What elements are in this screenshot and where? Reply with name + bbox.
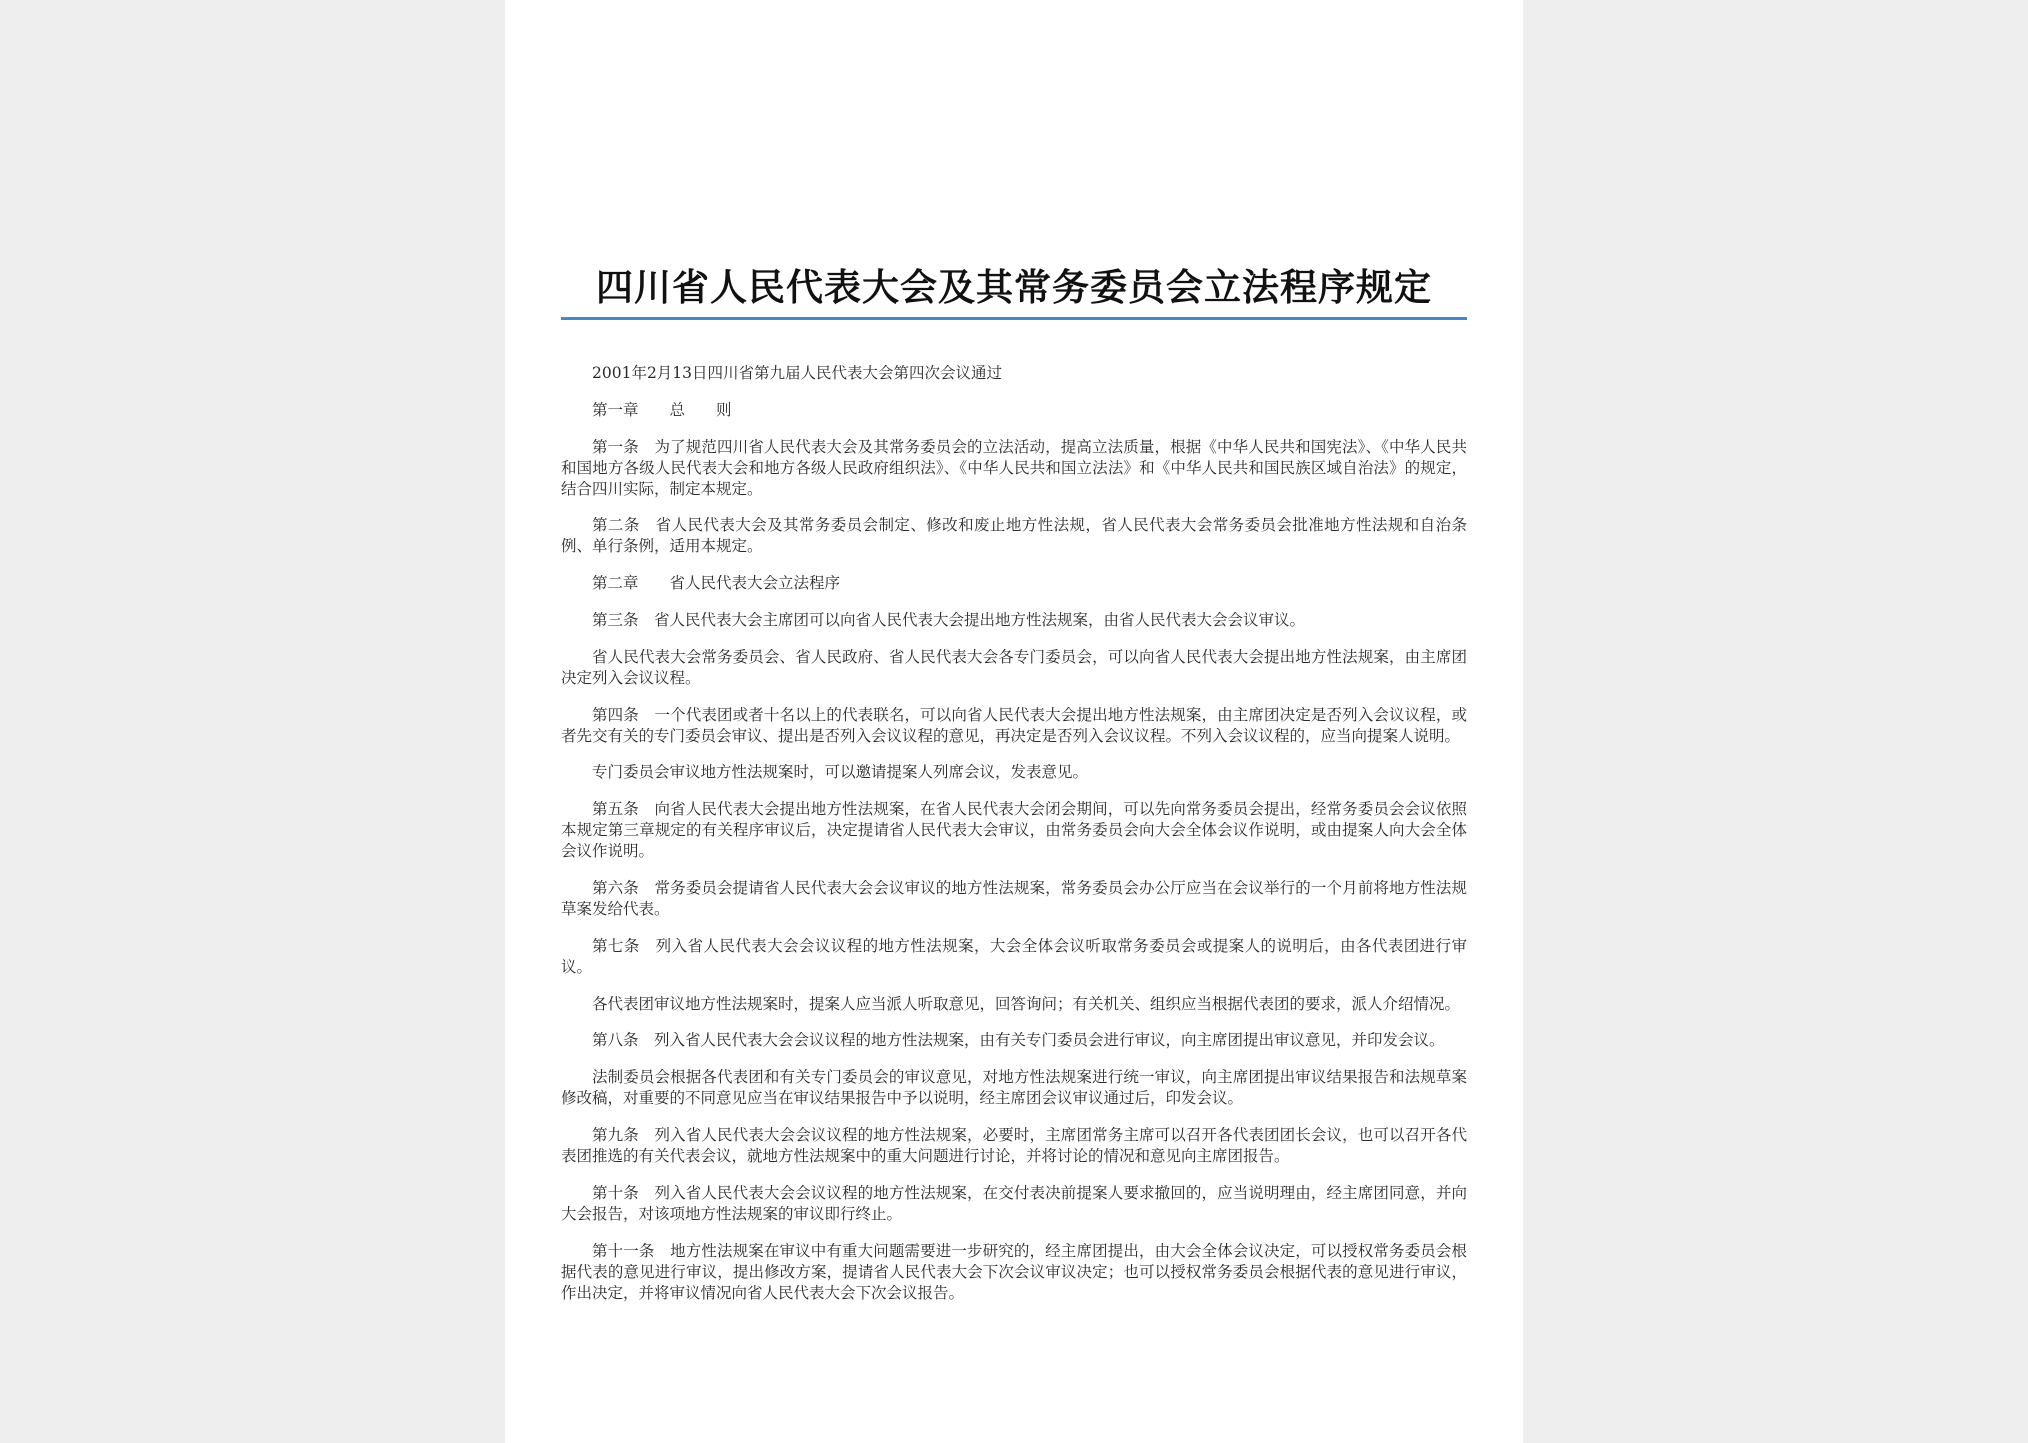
chapter-heading: 第一章 总 则	[592, 400, 732, 419]
article-paragraph: 专门委员会审议地方性法规案时，可以邀请提案人列席会议，发表意见。	[592, 763, 1089, 782]
article-paragraph: 第五条 向省人民代表大会提出地方性法规案，在省人民代表大会闭会期间，可以先向常务委员会提出，经常务委员会会议依照本规定第三章规定的有关程序审议后，决定提请省人民代表大会审议，由常务委员会向大会全体会议作说明，或由提案人向大会全体会议作说明。	[561, 800, 1467, 861]
article-paragraph: 第八条 列入省人民代表大会会议议程的地方性法规案，由有关专门委员会进行审议，向主席团提出审议意见，并印发会议。	[592, 1031, 1445, 1050]
article-paragraph: 各代表团审议地方性法规案时，提案人应当派人听取意见，回答询问；有关机关、组织应当根据代表团的要求，派人介绍情况。	[592, 994, 1461, 1013]
article-paragraph: 第六条 常务委员会提请省人民代表大会会议审议的地方性法规案，常务委员会办公厅应当在会议举行的一个月前将地方性法规草案发给代表。	[561, 878, 1467, 918]
title-underline	[561, 317, 1467, 320]
adoption-note: 2001年2月13日四川省第九届人民代表大会第四次会议通过	[592, 364, 1003, 382]
article-paragraph: 第九条 列入省人民代表大会会议议程的地方性法规案，必要时，主席团常务主席可以召开各代表团团长会议，也可以召开各代表团推选的有关代表会议，就地方性法规案中的重大问题进行讨论，并将讨论的情况和意见向主席团报告。	[561, 1125, 1467, 1165]
document-body	[561, 363, 1467, 1319]
article-paragraph: 法制委员会根据各代表团和有关专门委员会的审议意见，对地方性法规案进行统一审议，向主席团提出审议结果报告和法规草案修改稿，对重要的不同意见应当在审议结果报告中予以说明，经主席团会议审议通过后，印发会议。	[561, 1068, 1467, 1108]
document-title: 四川省人民代表大会及其常务委员会立法程序规定	[596, 265, 1432, 309]
article-paragraph: 第三条 省人民代表大会主席团可以向省人民代表大会提出地方性法规案，由省人民代表大会会议审议。	[592, 610, 1306, 629]
article-paragraph: 第七条 列入省人民代表大会会议议程的地方性法规案，大会全体会议听取常务委员会或提案人的说明后，由各代表团进行审议。	[561, 936, 1467, 976]
document-page	[505, 0, 1523, 1443]
article-paragraph: 第十条 列入省人民代表大会会议议程的地方性法规案，在交付表决前提案人要求撤回的，应当说明理由，经主席团同意，并向大会报告，对该项地方性法规案的审议即行终止。	[561, 1183, 1467, 1223]
article-paragraph: 第二条 省人民代表大会及其常务委员会制定、修改和废止地方性法规，省人民代表大会常务委员会批准地方性法规和自治条例、单行条例，适用本规定。	[561, 516, 1467, 556]
chapter-heading: 第二章 省人民代表大会立法程序	[592, 574, 841, 593]
article-paragraph: 第十一条 地方性法规案在审议中有重大问题需要进一步研究的，经主席团提出，由大会全体会议决定，可以授权常务委员会根据代表的意见进行审议，提出修改方案，提请省人民代表大会下次会议审议决定；也可以授权常务委员会根据代表的意见进行审议，作出决定，并将审议情况向省人民代表大会下次会议报告。	[561, 1241, 1467, 1302]
article-paragraph: 第四条 一个代表团或者十名以上的代表联名，可以向省人民代表大会提出地方性法规案，由主席团决定是否列入会议议程，或者先交有关的专门委员会审议、提出是否列入会议议程的意见，再决定是否列入会议议程。不列入会议议程的，应当向提案人说明。	[561, 705, 1467, 745]
article-paragraph: 省人民代表大会常务委员会、省人民政府、省人民代表大会各专门委员会，可以向省人民代表大会提出地方性法规案，由主席团决定列入会议议程。	[561, 647, 1467, 687]
article-paragraph: 第一条 为了规范四川省人民代表大会及其常务委员会的立法活动，提高立法质量，根据《中华人民共和国宪法》、《中华人民共和国地方各级人民代表大会和地方各级人民政府组织法》、《中华人民共和国立法法》和《中华人民共和国民族区域自治法》的规定，结合四川实际，制定本规定。	[561, 437, 1467, 498]
